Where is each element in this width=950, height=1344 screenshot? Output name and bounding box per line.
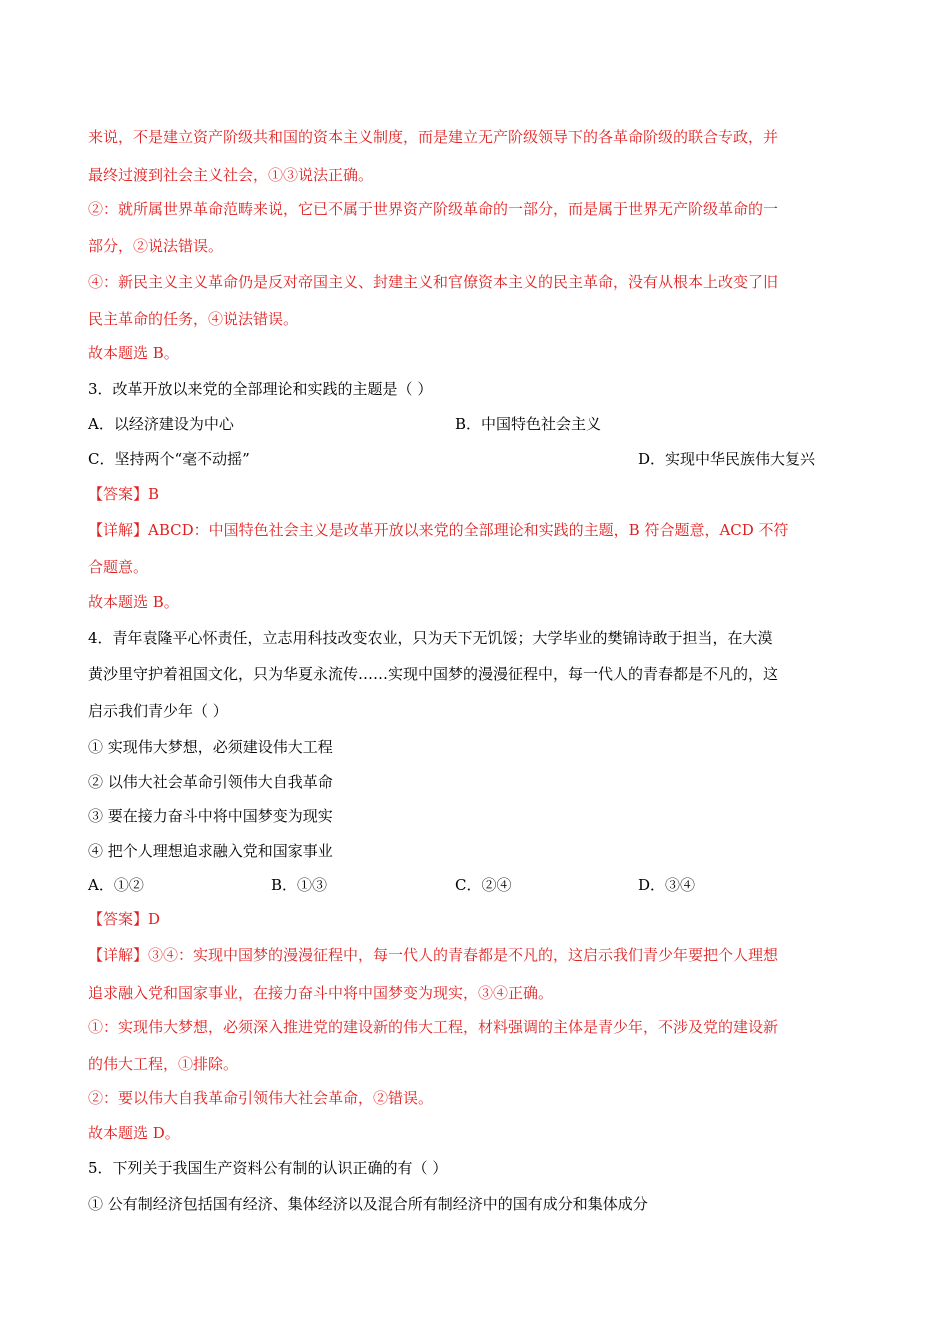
q3-stem: 3．改革开放以来党的全部理论和实践的主题是（ ） [88, 380, 433, 398]
answer-label: 【答案】 [88, 910, 149, 928]
q3-option-a: A．以经济建设为中心 [88, 415, 234, 433]
q4-detail [88, 943, 868, 967]
q2-explanation-line: 民主革命的任务，④说法错误。 [88, 310, 299, 328]
q4-option-d: D．③④ [638, 876, 696, 894]
q4-detail-line: 追求融入党和国家事业，在接力奋斗中将中国梦变为现实，③④正确。 [88, 984, 554, 1002]
q4-detail-line: ①：实现伟大梦想，必须深入推进党的建设新的伟大工程，材料强调的主体是青少年，不涉及党的建设新 [88, 1018, 779, 1036]
q3-detail-line: 合题意。 [88, 558, 149, 576]
q4-option-c: C．②④ [455, 876, 512, 894]
q3-detail [88, 518, 868, 542]
q4-option-b: B．①③ [271, 876, 328, 894]
q4-statement: ② 以伟大社会革命引领伟大自我革命 [88, 773, 333, 791]
answer-label: 【答案】 [88, 485, 149, 503]
q3-answer [88, 482, 868, 506]
q2-explanation-line: ②：就所属世界革命范畴来说，它已不属于世界资产阶级革命的一部分，而是属于世界无产阶级革命的一 [88, 200, 779, 218]
q2-explanation-line: 部分，②说法错误。 [88, 237, 224, 255]
detail-label: 【详解】 [88, 521, 149, 539]
q5-statement: ① 公有制经济包括国有经济、集体经济以及混合所有制经济中的国有成分和集体成分 [88, 1195, 648, 1213]
q3-conclusion: 故本题选 B。 [88, 593, 179, 611]
answer-value: D [148, 910, 161, 928]
q2-conclusion: 故本题选 B。 [88, 344, 179, 362]
q4-answer [88, 907, 868, 931]
q2-explanation-line: ④：新民主义主义革命仍是反对帝国主义、封建主义和官僚资本主义的民主革命，没有从根本上改变了旧 [88, 273, 779, 291]
q4-option-a: A．①② [88, 876, 144, 894]
q5-stem: 5．下列关于我国生产资料公有制的认识正确的有（ ） [88, 1159, 448, 1177]
q4-detail-line: 的伟大工程，①排除。 [88, 1055, 239, 1073]
q4-statement: ③ 要在接力奋斗中将中国梦变为现实 [88, 807, 333, 825]
answer-value: B [148, 485, 160, 503]
detail-label: 【详解】 [88, 946, 149, 964]
q3-option-c: C．坚持两个“毫不动摇” [88, 450, 250, 468]
q3-option-d: D．实现中华民族伟大复兴 [638, 450, 816, 468]
q4-conclusion: 故本题选 D。 [88, 1124, 180, 1142]
q2-explanation-line: 来说，不是建立资产阶级共和国的资本主义制度，而是建立无产阶级领导下的各革命阶级的联合专政，并 [88, 128, 779, 146]
q3-option-b: B．中国特色社会主义 [455, 415, 602, 433]
q4-statement: ④ 把个人理想追求融入党和国家事业 [88, 842, 333, 860]
detail-text: ③④：实现中国梦的漫漫征程中，每一代人的青春都是不凡的，这启示我们青少年要把个人理想 [148, 946, 779, 964]
q2-explanation-line: 最终过渡到社会主义社会，①③说法正确。 [88, 166, 374, 184]
q4-stem-line: 启示我们青少年（ ） [88, 702, 228, 720]
detail-text: ABCD：中国特色社会主义是改革开放以来党的全部理论和实践的主题，B 符合题意，ACD 不符 [148, 521, 789, 539]
q4-statement: ① 实现伟大梦想，必须建设伟大工程 [88, 738, 333, 756]
q4-detail-line: ②：要以伟大自我革命引领伟大社会革命，②错误。 [88, 1089, 434, 1107]
q4-stem-line: 黄沙里守护着祖国文化，只为华夏永流传……实现中国梦的漫漫征程中，每一代人的青春都是不凡的，这 [88, 665, 779, 683]
q4-stem-line: 4．青年袁隆平心怀责任，立志用科技改变农业，只为天下无饥馁；大学毕业的樊锦诗敢于担当，在大漠 [88, 629, 773, 647]
